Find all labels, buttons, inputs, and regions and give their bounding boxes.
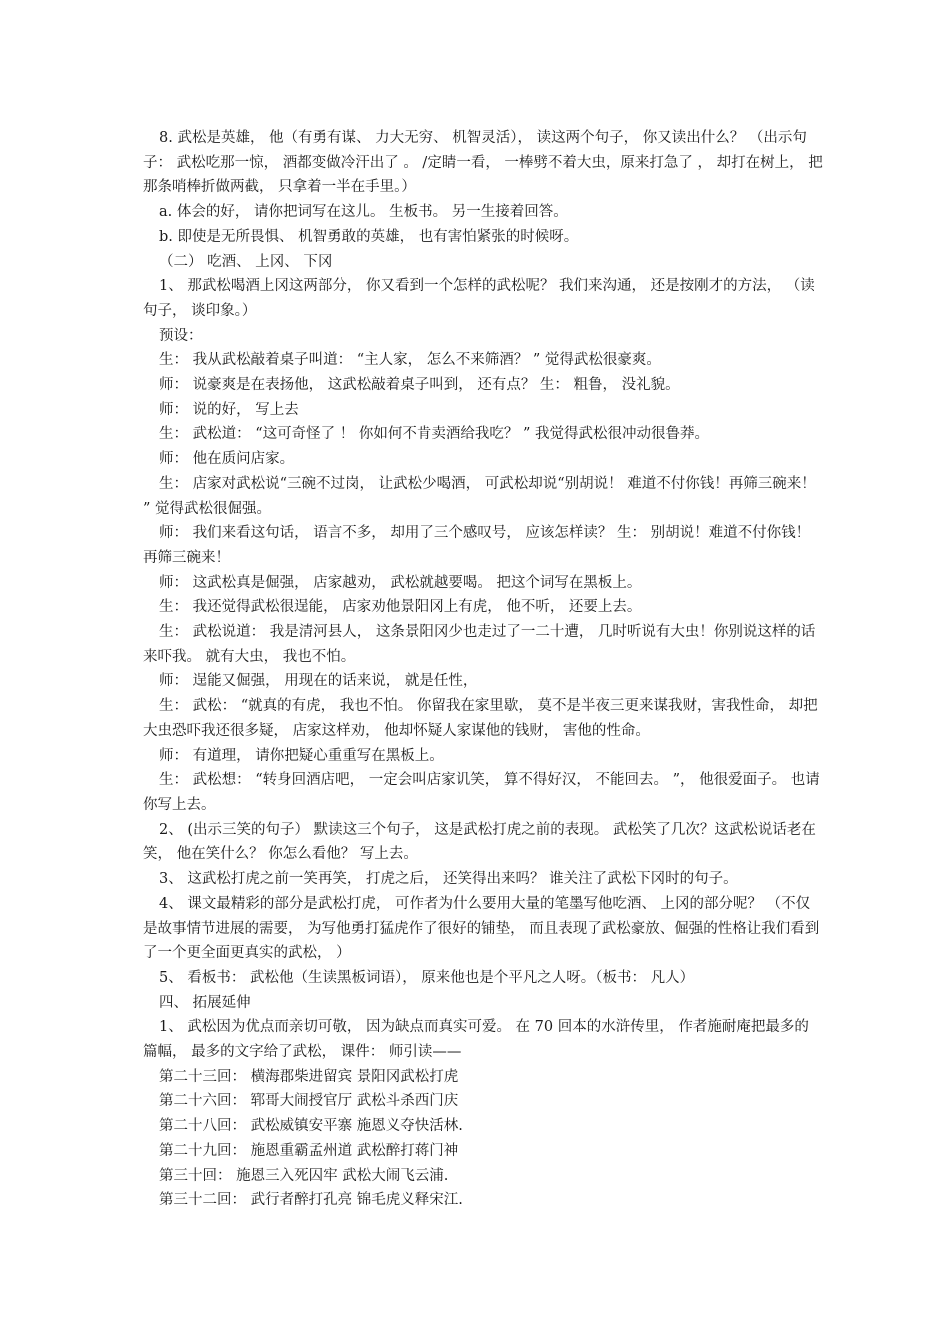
dialogue-line: 师： 有道理， 请你把疑心重重写在黑板上。 bbox=[159, 747, 444, 764]
paragraph-8a: a. 体会的好， 请你把词写在这儿。 生板书。 另一生接着回答。 bbox=[159, 204, 568, 221]
paragraph-item-3: 3、 这武松打虎之前一笑再笑， 打虎之后， 还笑得出来吗？ 谁关注了武松下冈时的句子。 bbox=[159, 871, 738, 888]
dialogue-line: 生： 武松： “就真的有虎， 我也不怕。 你留我在家里歇， 莫不是半夜三更来谋我财，害我性命， 却把大虫恐吓我还很多疑， 店家这样劝， 他却怀疑人家谋他的钱财， 害他的性命。 bbox=[143, 698, 818, 739]
dialogue-line: 师： 逞能又倔强， 用现在的话来说， 就是任性， bbox=[159, 673, 478, 690]
paragraph-extension-1: 1、 武松因为优点而亲切可敬， 因为缺点而真实可爱。 在 70 回本的水浒传里， 作者施耐庵把最多的篇幅， 最多的文字给了武松， 课件： 师引读—— bbox=[143, 1019, 809, 1061]
section-heading-2: （二） 吃酒、 上冈、 下冈 bbox=[159, 253, 333, 270]
paragraph-item-5: 5、 看板书： 武松他（生读黑板词语）， 原来他也是个平凡之人呀。（板书： 凡人） bbox=[159, 969, 695, 986]
chapter-item: 第二十六回： 郓哥大闹授官厅 武松斗杀西门庆 bbox=[159, 1093, 459, 1110]
dialogue-line: 生： 武松说道： 我是清河县人， 这条景阳冈少也走过了一二十遭， 几时听说有大虫！你别说这样的话来吓我。 就有大虫， 我也不怕。 bbox=[143, 624, 816, 665]
dialogue-line: 师： 他在质问店家。 bbox=[159, 451, 295, 468]
chapter-item: 第二十八回： 武松威镇安平寨 施恩义夺快活林. bbox=[159, 1118, 463, 1135]
document-page bbox=[143, 126, 823, 1213]
dialogue-line: 师： 这武松真是倔强， 店家越劝， 武松就越要喝。 把这个词写在黑板上。 bbox=[159, 574, 642, 591]
chapter-item: 第二十九回： 施恩重霸孟州道 武松醉打蒋门神 bbox=[159, 1142, 459, 1159]
chapter-item: 第二十三回： 横海郡柴进留宾 景阳冈武松打虎 bbox=[159, 1068, 459, 1085]
paragraph-8b: b. 即使是无所畏惧、 机智勇敢的英雄， 也有害怕紧张的时候呀。 bbox=[159, 228, 579, 245]
dialogue-line: 生： 武松道： “这可奇怪了 ！ 你如何不肯卖酒给我吃？ ” 我觉得武松很冲动很鲁莽。 bbox=[159, 426, 709, 443]
paragraph-8: 8. 武松是英雄， 他（有勇有谋、 力大无穷、 机智灵活）， 读这两个句子， 你又读出什么？ （出示句子： 武松吃那一惊， 酒都变做冷汗出了 。 /定睛一看， 一棒劈不着大虫，原来打急了 ， 却打在树上， 把那条哨棒折做两截， 只拿着一半在手里。） bbox=[143, 130, 823, 196]
dialogue-line: 生： 武松想： “转身回酒店吧， 一定会叫店家讥笑， 算不得好汉， 不能回去。 ”， 他很爱面子。 也请你写上去。 bbox=[143, 772, 820, 813]
dialogue-line: 生： 店家对武松说“三碗不过岗， 让武松少喝酒， 可武松却说“别胡说！ 难道不付你钱！再筛三碗来！ ” 觉得武松很倔强。 bbox=[143, 475, 816, 517]
dialogue-line: 生： 我还觉得武松很逞能， 店家劝他景阳冈上有虎， 他不听， 还要上去。 bbox=[159, 599, 642, 616]
dialogue-line: 师： 说的好， 写上去 bbox=[159, 401, 299, 418]
paragraph-item-4: 4、 课文最精彩的部分是武松打虎， 可作者为什么要用大量的笔墨写他吃酒、 上冈的部分呢？ （不仅是故事情节进展的需要， 为写他勇打猛虎作了很好的铺垫， 而且表现了武松豪放、倔强的性格让我们看到了一个更全面更真实的武松， ） bbox=[143, 895, 820, 962]
chapter-item: 第三十回： 施恩三入死囚牢 武松大闹飞云浦. bbox=[159, 1167, 449, 1184]
preset-label: 预设： bbox=[159, 327, 203, 344]
paragraph-item-1: 1、 那武松喝酒上冈这两部分， 你又看到一个怎样的武松呢？ 我们来沟通， 还是按刚才的方法， （读句子， 谈印象。） bbox=[143, 278, 815, 319]
chapter-list bbox=[143, 1065, 823, 1213]
section-heading-4: 四、 拓展延伸 bbox=[159, 994, 251, 1011]
dialogue-line: 生： 我从武松敲着桌子叫道： “主人家， 怎么不来筛酒？ ” 觉得武松很豪爽。 bbox=[159, 352, 661, 369]
dialogue-line: 师： 我们来看这句话， 语言不多， 却用了三个感叹号， 应该怎样读？ 生： 别胡说！难道不付你钱！ 再筛三碗来！ bbox=[143, 525, 811, 566]
paragraph-item-2: 2、 (出示三笑的句子） 默读这三个句子， 这是武松打虎之前的表现。 武松笑了几次？这武松说话老在笑， 他在笑什么？ 你怎么看他？ 写上去。 bbox=[143, 821, 816, 863]
chapter-item: 第三十二回： 武行者醉打孔亮 锦毛虎义释宋江. bbox=[159, 1192, 463, 1209]
dialogue-line: 师： 说豪爽是在表扬他， 这武松敲着桌子叫到， 还有点？ 生： 粗鲁， 没礼貌。 bbox=[159, 377, 680, 394]
